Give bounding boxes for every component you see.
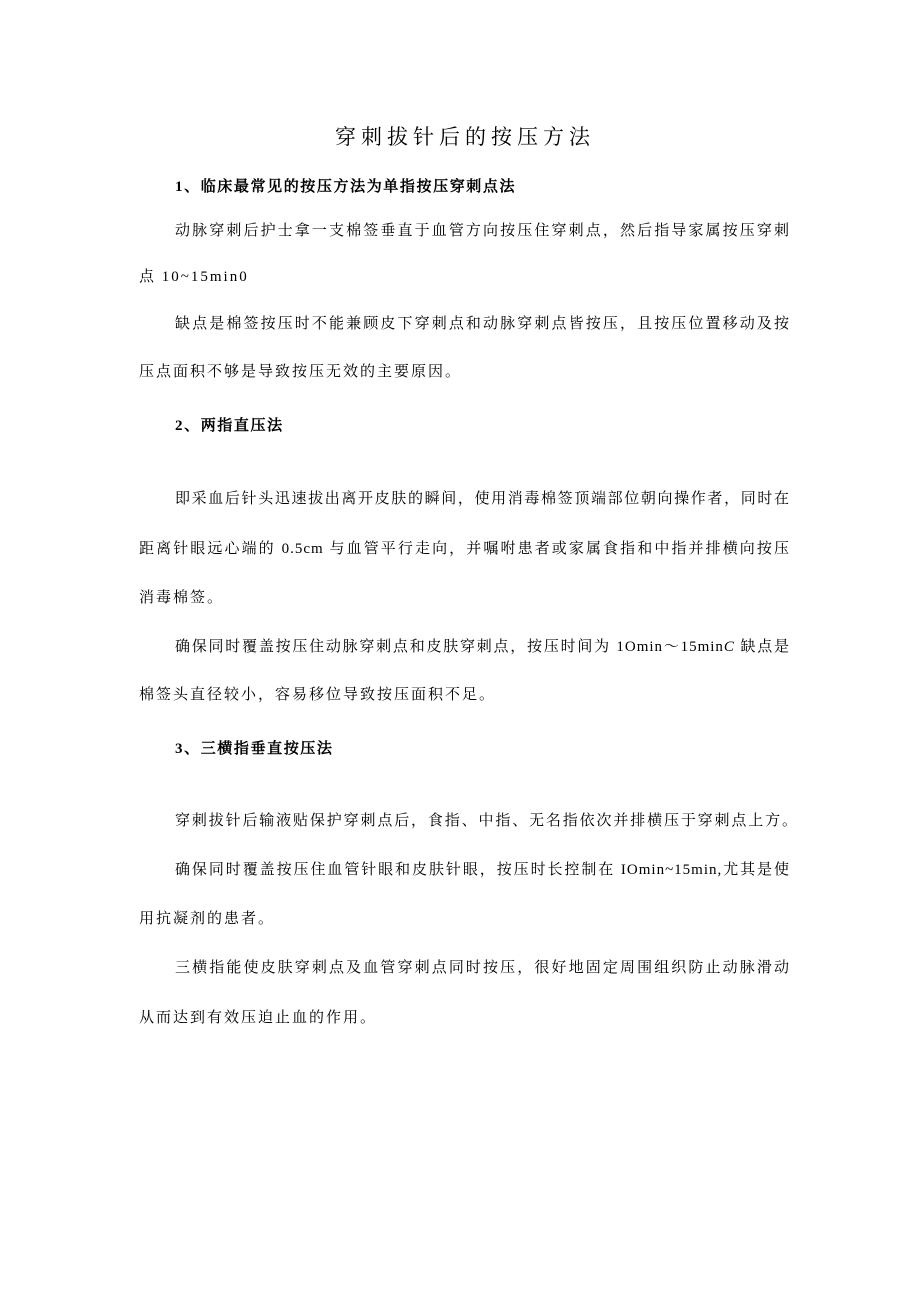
paragraph (139, 208, 790, 300)
line-segment-italic: C (723, 639, 735, 655)
paragraph-line: 即采血后针头迅速拔出离开皮肤的瞬间，使用消毒棉签顶端部位朝向操作者，同时在 (175, 491, 790, 507)
paragraph-line: 用抗凝剂的患者。 (139, 911, 276, 927)
paragraph (139, 797, 798, 845)
paragraph (139, 300, 790, 396)
paragraph-line: 动脉穿刺后护士拿一支棉签垂直于血管方向按压住穿刺点，然后指导家属按压穿刺 (175, 223, 790, 239)
paragraph-line: 确保同时覆盖按压住血管针眼和皮肤针眼，按压时长控制在 IOmin~15min,尤其是使 (175, 862, 790, 878)
line-segment: 确保同时覆盖按压住动脉穿刺点和皮肤穿刺点，按压时间为 1Omin～15min (175, 639, 724, 655)
paragraph-line: 棉签头直径较小，容易移位导致按压面积不足。 (139, 687, 497, 703)
paragraph-line: 点 10~15min0 (139, 269, 249, 285)
paragraph-line: 穿刺拔针后输液贴保护穿刺点后，食指、中指、无名指依次并排横压于穿刺点上方。 (175, 813, 798, 829)
line-segment: 缺点是 (734, 639, 790, 655)
document-title: 穿刺拔针后的按压方法 (335, 125, 595, 149)
paragraph-line: 三横指能使皮肤穿刺点及血管穿刺点同时按压，很好地固定周围组织防止动脉滑动 (175, 960, 790, 976)
paragraph-line: 缺点是棉签按压时不能兼顾皮下穿刺点和动脉穿刺点皆按压，且按压位置移动及按 (175, 316, 790, 332)
paragraph-line: 压点面积不够是导致按压无效的主要原因。 (139, 364, 463, 380)
paragraph-line: 从而达到有效压迫止血的作用。 (139, 1010, 378, 1026)
paragraph (139, 943, 790, 1043)
paragraph (139, 475, 790, 624)
paragraph (139, 623, 790, 719)
paragraph-line (139, 623, 790, 671)
section-heading: 1、临床最常见的按压方法为单指按压穿刺点法 (175, 179, 517, 195)
section-heading: 2、两指直压法 (175, 418, 284, 434)
section-heading: 3、三横指垂直按压法 (175, 741, 334, 757)
paragraph (139, 846, 790, 944)
paragraph-line: 距离针眼远心端的 0.5cm 与血管平行走向，并嘱咐患者或家属食指和中指并排横向按压 (139, 540, 790, 557)
paragraph-line: 消毒棉签。 (139, 590, 225, 606)
